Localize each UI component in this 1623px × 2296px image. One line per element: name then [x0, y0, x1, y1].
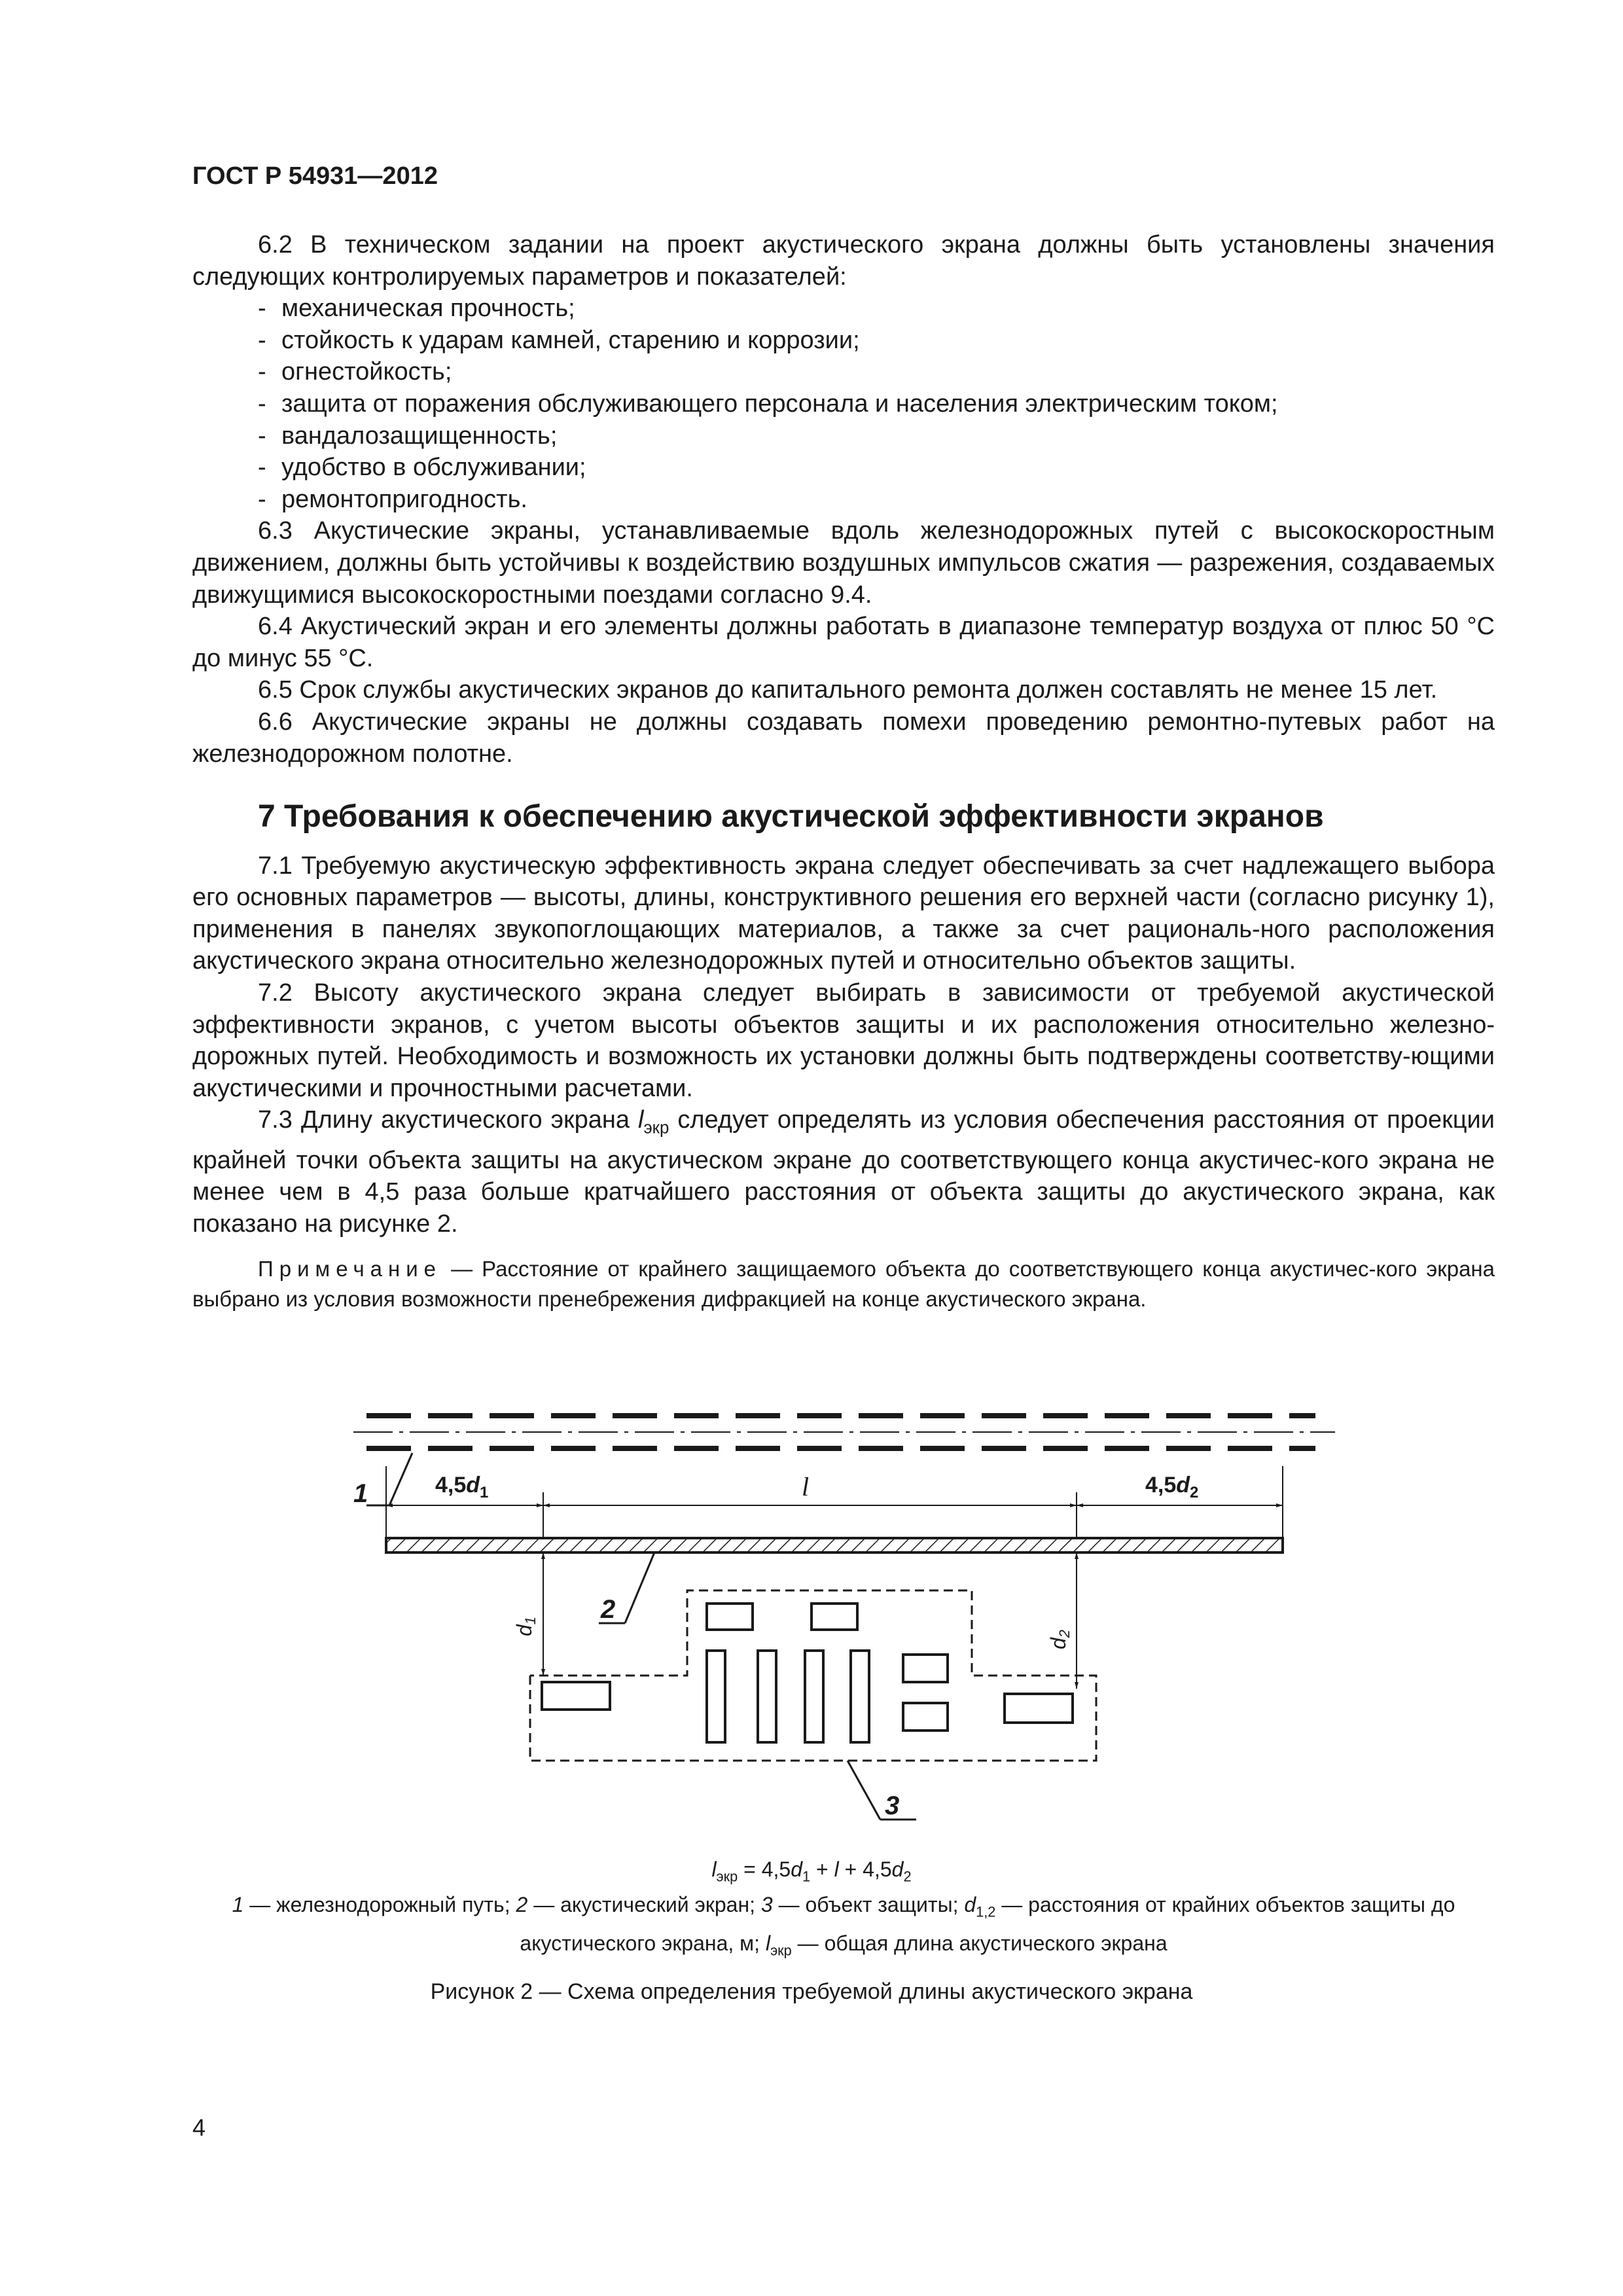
formula: [0, 1857, 1623, 1885]
label-d1: d1: [512, 1616, 539, 1636]
list-item-text: удобство в обслуживании;: [281, 454, 586, 482]
formula-lhs-sub: экр: [716, 1868, 738, 1885]
paragraph-7-3-end: следует определять из условия обеспечения расстояния от проекции крайней точки объекта защиты на акустическом экране до соответствующего конца акустичес-кого экрана не менее чем в 4,5 раза больше кратчайшего расстояния от объекта защиты до акустического экрана, как показано на рисунке 2.: [192, 1106, 1495, 1238]
legend-text: — общая длина акустического экрана: [791, 1931, 1168, 1956]
building: [707, 1604, 753, 1630]
list-item-text: вандалозащищенность;: [281, 422, 558, 450]
paragraph-6-2: 6.2 В техническом задании на проект акустического экрана должны быть установлены значения следующих контролируемых параметров и показателей:: [192, 231, 1495, 291]
paragraph-6-4: 6.4 Акустический экран и его элементы должны работать в диапазоне температур воздуха от плюс 50 °С до минус 55 °С.: [192, 613, 1495, 672]
legend-var: l: [765, 1931, 771, 1956]
building: [903, 1655, 948, 1682]
list-dash: -: [258, 454, 266, 482]
figure-legend: [192, 1889, 1495, 1967]
list-dash: -: [258, 326, 266, 354]
building: [812, 1604, 857, 1630]
list-item-text: механическая прочность;: [281, 295, 575, 323]
var-sub: экр: [643, 1119, 669, 1138]
building: [542, 1682, 610, 1710]
dim-label-4-5-d1: $4,5d_1$: [435, 1473, 489, 1501]
figure-caption: Рисунок 2 — Схема определения требуемой длины акустического экрана: [430, 1979, 1193, 2004]
formula-d: d: [891, 1857, 904, 1881]
formula-eq: = 4,5: [738, 1857, 791, 1881]
list-item: [192, 325, 1495, 357]
paragraph-6-6: 6.6 Акустические экраны не должны создавать помехи проведению ремонтно-путевых работ на железнодорожном полотне.: [192, 708, 1495, 768]
list-item: [192, 484, 1495, 516]
var-l: l: [638, 1106, 644, 1134]
building: [805, 1651, 823, 1742]
formula-d: d: [791, 1857, 803, 1881]
formula-l: l: [834, 1857, 839, 1881]
building: [758, 1651, 776, 1742]
dim-label-l: l: [802, 1472, 810, 1501]
list-item-text: защита от поражения обслуживающего персонала и населения электрическим током;: [281, 389, 1278, 418]
body-text: [192, 229, 1495, 1314]
legend-text: — акустический экран;: [527, 1893, 761, 1916]
leader-label-1: 1: [353, 1479, 368, 1508]
building: [851, 1651, 869, 1742]
paragraph-6-3: 6.3 Акустические экраны, устанавливаемые вдоль железнодорожных путей с высокоскоростным движением, должны быть устойчивы к воздействию воздушных импульсов сжатия — разрежения, создаваемых движущимися высокоскоростными поездами согласно 9.4.: [192, 517, 1495, 609]
formula-sub1: 1: [802, 1868, 811, 1885]
section-title: 7 Требования к обеспечению акустической эффективности экранов: [258, 799, 1324, 834]
formula-sub2: 2: [903, 1868, 912, 1885]
diagram-svg: [327, 1394, 1348, 1833]
formula-plus-4-5: + 4,5: [838, 1857, 892, 1881]
list-item-text: огнестойкость;: [281, 358, 452, 386]
note: [192, 1254, 1495, 1314]
list-item-text: ремонтопригодность.: [281, 485, 527, 513]
legend-num: 3: [760, 1893, 773, 1916]
note-label: Примечание: [258, 1257, 442, 1282]
legend-text: — объект защиты;: [772, 1893, 965, 1916]
legend-text: — железнодорожный путь;: [243, 1893, 516, 1916]
dim-label-4-5-d2: $4,5d_2$: [1145, 1473, 1199, 1501]
legend-var: d: [964, 1893, 976, 1916]
acoustic-screen: [386, 1538, 1283, 1552]
legend-num: 1: [232, 1893, 244, 1916]
railway-track: [353, 1416, 1335, 1448]
list-item: [192, 356, 1495, 388]
building: [903, 1703, 948, 1731]
leader-label-3: 3: [885, 1791, 900, 1820]
leader-label-2: 2: [601, 1595, 616, 1624]
paragraph-6-5: 6.5 Срок службы акустических экранов до капитального ремонта должен составлять не менее 15 лет.: [258, 676, 1438, 704]
legend-sub: 1,2: [976, 1903, 996, 1920]
paragraph-7-1: 7.1 Требуемую акустическую эффективность экрана следует обеспечивать за счет надлежащего выбора его основных параметров — высоты, длины, конструктивного решения его верхней части (согласно рисунку 1), применения в панелях звукопоглощающих материалов, а также за счет рациональ-ного расположения акустического экрана относительно железнодорожных путей и относительно объектов защиты.: [192, 852, 1495, 975]
paragraph-7-2: 7.2 Высоту акустического экрана следует выбирать в зависимости от требуемой акустической эффективности экранов, с учетом высоты объектов защиты и их расположения относительно железно-дорожных путей. Необходимость и возможность их установки должны быть подтверждены соответству-ющими акустическими и прочностными расчетами.: [192, 979, 1495, 1102]
note-text: — Расстояние от крайнего защищаемого объекта до соответствующего конца акустичес-кого экрана выбрано из условия возможности пренебрежения дифракцией на конце акустического экрана.: [192, 1257, 1495, 1312]
page-number: 4: [192, 2114, 206, 2141]
legend-text: — расстояния от крайних объектов защиты до акустического экрана, м;: [520, 1893, 1455, 1956]
building: [1005, 1694, 1073, 1723]
list-dash: -: [258, 358, 266, 386]
label-d2: d2: [1046, 1629, 1073, 1649]
formula-plus: +: [810, 1857, 834, 1881]
legend-num: 2: [516, 1893, 528, 1916]
list-dash: -: [258, 485, 266, 513]
figure-2-diagram: [327, 1394, 1348, 1833]
formula-lhs: l: [711, 1857, 717, 1881]
list-dash: -: [258, 422, 266, 450]
list-item-text: стойкость к ударам камней, старению и коррозии;: [281, 326, 860, 354]
buildings: [542, 1604, 1073, 1742]
paragraph-7-3-start: 7.3 Длину акустического экрана: [258, 1106, 639, 1134]
list-dash: -: [258, 389, 266, 418]
legend-sub: экр: [770, 1942, 792, 1959]
document-header: ГОСТ Р 54931—2012: [192, 162, 438, 190]
list-dash: -: [258, 295, 266, 323]
building: [707, 1651, 725, 1742]
list-item: [192, 293, 1495, 325]
list-item: [192, 452, 1495, 484]
list-item: [192, 388, 1495, 420]
paragraph-7-3: [192, 1104, 1495, 1240]
list-item: [192, 420, 1495, 452]
